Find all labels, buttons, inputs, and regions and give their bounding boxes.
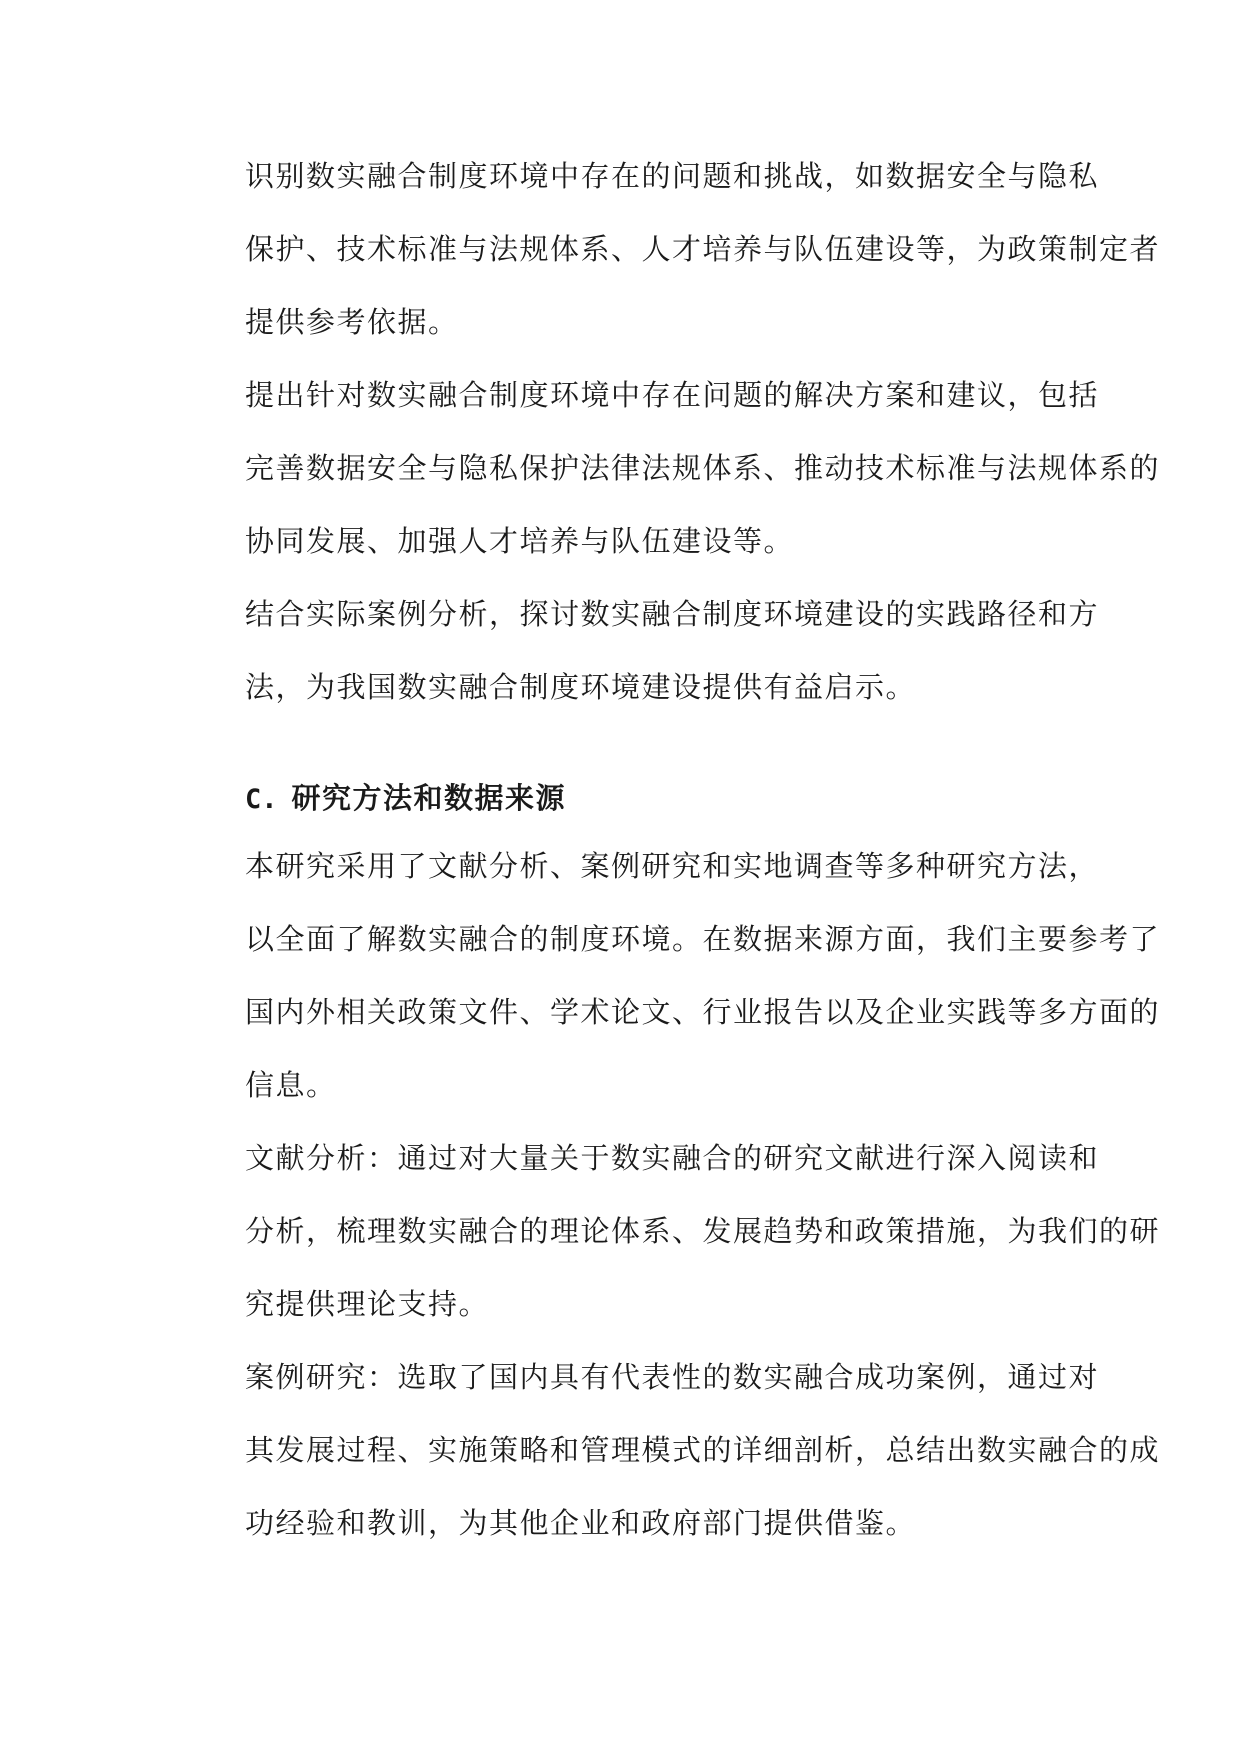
text-line: 完善数据安全与隐私保护法律法规体系、推动技术标准与法规体系的 [245, 451, 1161, 485]
text-line: 其发展过程、实施策略和管理模式的详细剖析，总结出数实融合的成 [245, 1433, 1161, 1467]
section-label: C. [245, 784, 278, 815]
text-line: 案例研究：选取了国内具有代表性的数实融合成功案例，通过对 [245, 1360, 1100, 1394]
text-line: 功经验和教训，为其他企业和政府部门提供借鉴。 [245, 1506, 917, 1540]
paragraph-solutions [187, 359, 1161, 578]
text-line: 信息。 [245, 1068, 337, 1102]
paragraph-methods-overview [187, 830, 1161, 1122]
document-body [187, 140, 1161, 1560]
paragraph-case-practice [187, 578, 1100, 724]
text-line: 保护、技术标准与法规体系、人才培养与队伍建设等，为政策制定者 [245, 232, 1161, 266]
text-line: 法，为我国数实融合制度环境建设提供有益启示。 [245, 670, 917, 704]
section-heading [187, 757, 1049, 830]
text-line: 究提供理论支持。 [245, 1287, 490, 1321]
paragraph-case-study [187, 1341, 1161, 1560]
text-line: 本研究采用了文献分析、案例研究和实地调查等多种研究方法， [245, 849, 1100, 883]
text-line: 识别数实融合制度环境中存在的问题和挑战，如数据安全与隐私 [245, 159, 1100, 193]
paragraph-literature-analysis [187, 1122, 1161, 1341]
text-line: 分析，梳理数实融合的理论体系、发展趋势和政策措施，为我们的研 [245, 1214, 1161, 1248]
section-title: 研究方法和数据来源 [291, 781, 567, 815]
text-line: 提出针对数实融合制度环境中存在问题的解决方案和建议，包括 [245, 378, 1100, 412]
text-line: 文献分析：通过对大量关于数实融合的研究文献进行深入阅读和 [245, 1141, 1100, 1175]
text-line: 结合实际案例分析，探讨数实融合制度环境建设的实践路径和方 [245, 597, 1100, 631]
text-line: 以全面了解数实融合的制度环境。在数据来源方面，我们主要参考了 [245, 922, 1161, 956]
paragraph-problems [187, 140, 1161, 359]
text-line: 提供参考依据。 [245, 305, 459, 339]
text-line: 国内外相关政策文件、学术论文、行业报告以及企业实践等多方面的 [245, 995, 1161, 1029]
text-line: 协同发展、加强人才培养与队伍建设等。 [245, 524, 795, 558]
